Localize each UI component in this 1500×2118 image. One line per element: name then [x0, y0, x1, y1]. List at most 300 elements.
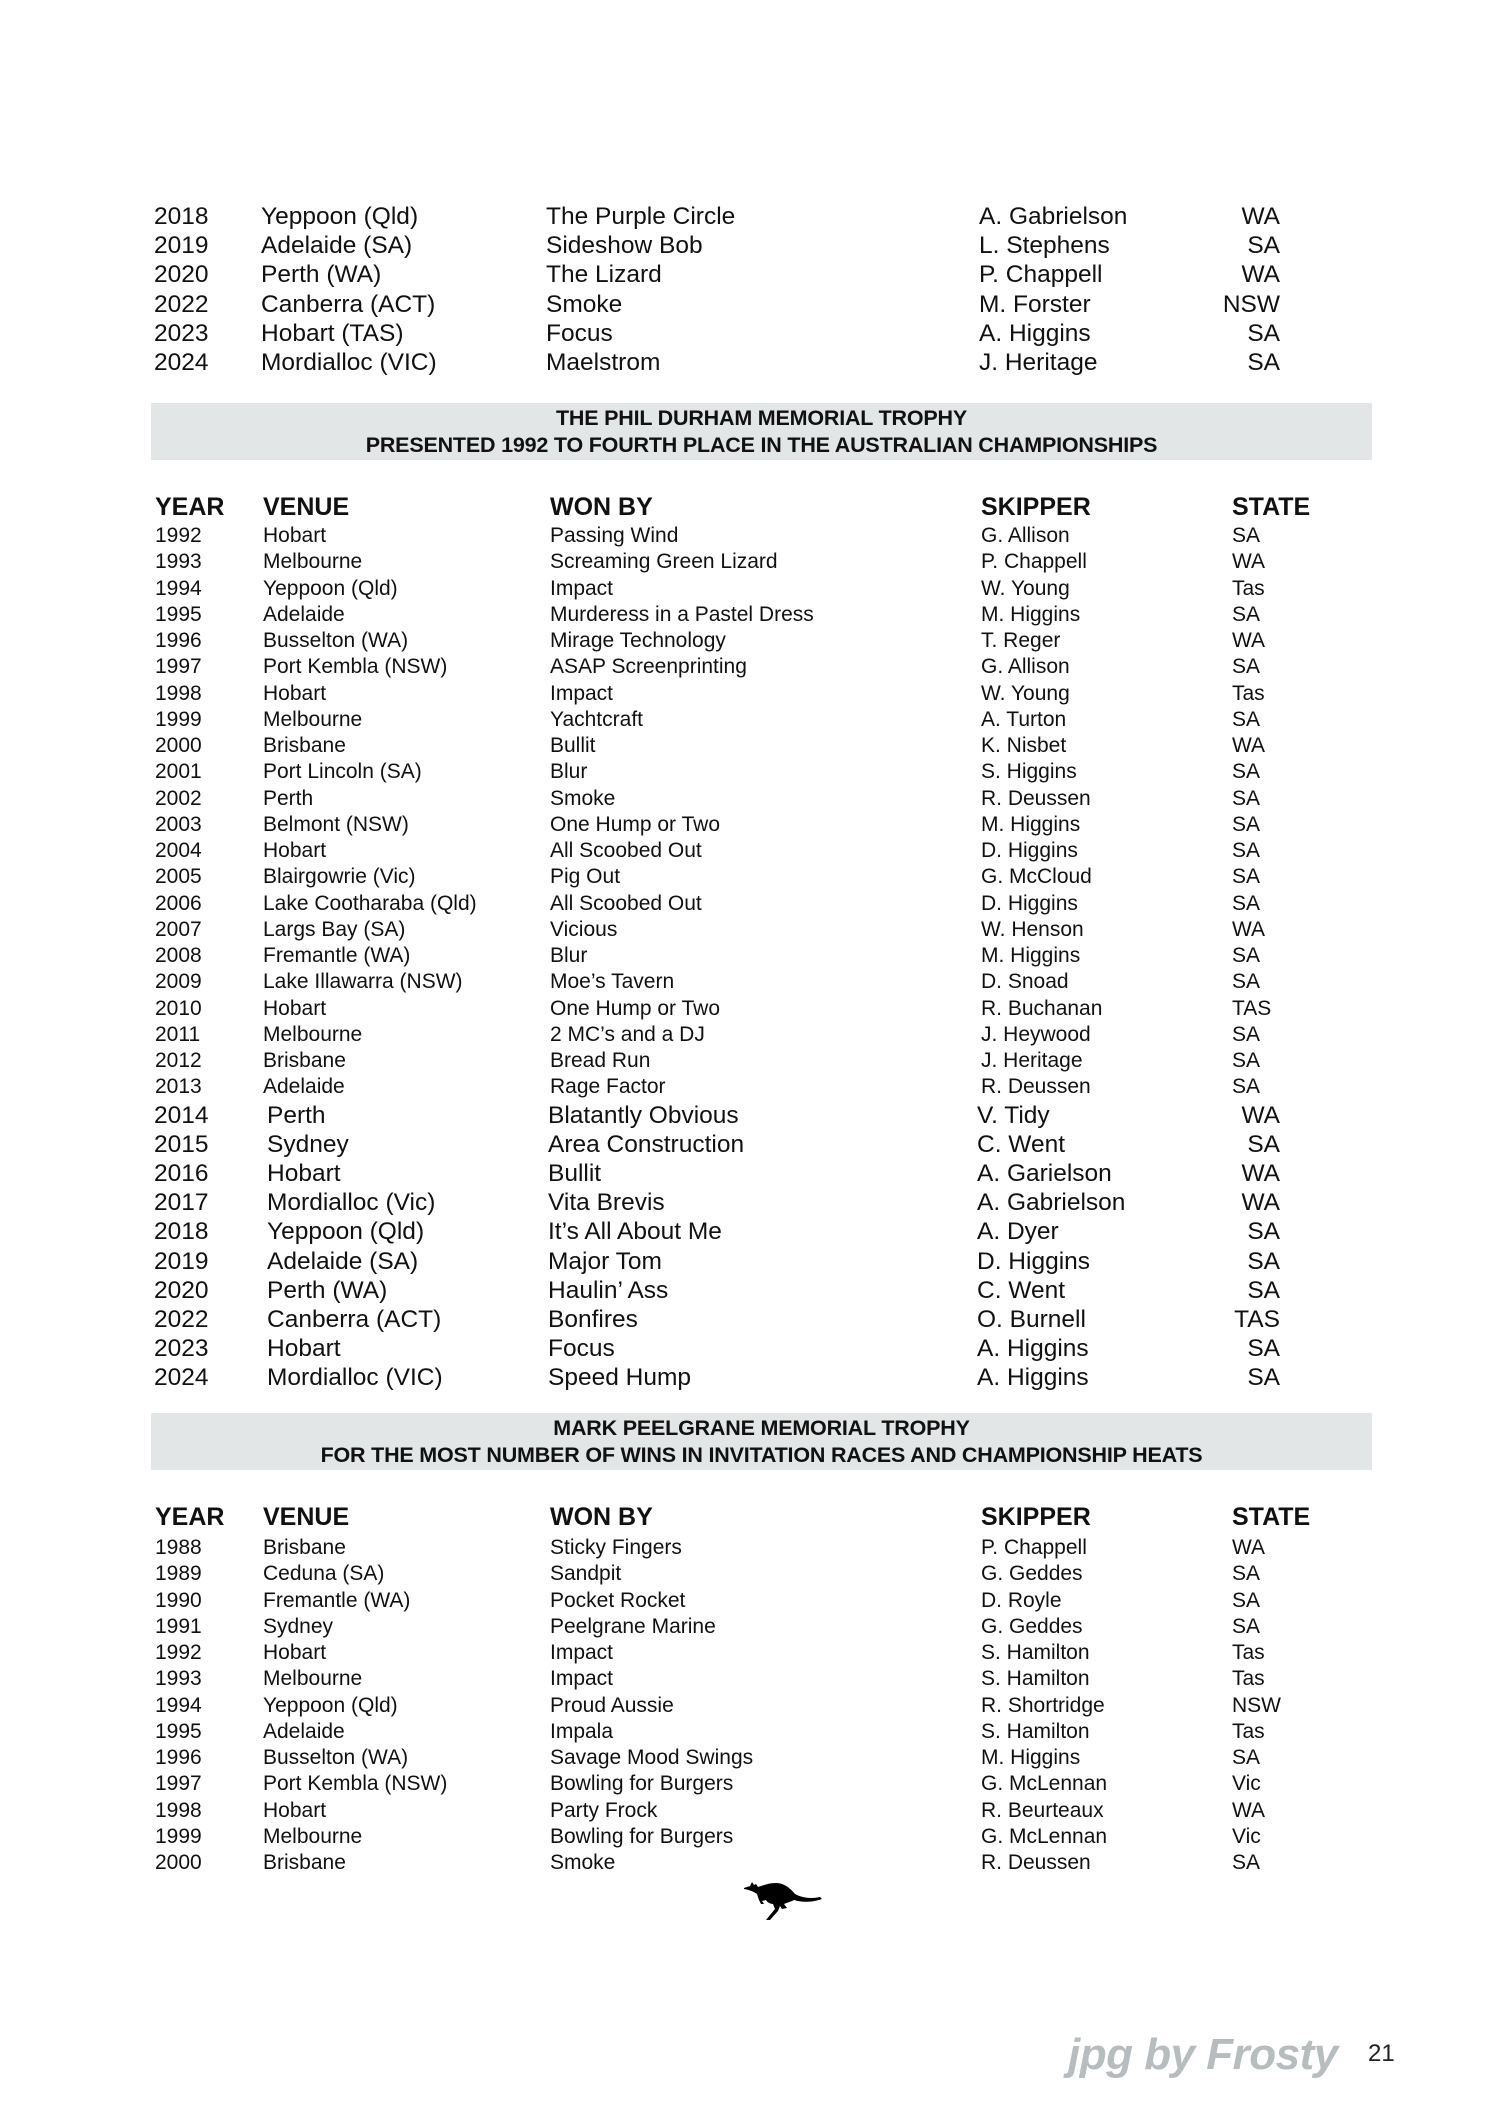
won-by-cell: Bowling for Burgers [550, 1772, 734, 1796]
state-cell: WA [1232, 734, 1266, 757]
won-by-cell: Impala [550, 1719, 614, 1743]
table-row [0, 1824, 1500, 1850]
skipper-cell: K. Nisbet [981, 734, 1067, 757]
venue-cell: Ceduna (SA) [263, 1562, 385, 1586]
won-by-cell: Sideshow Bob [546, 232, 703, 260]
state-cell: Tas [1232, 1641, 1265, 1664]
state-cell: SA [1247, 232, 1280, 260]
won-by-cell: Blatantly Obvious [548, 1102, 739, 1129]
skipper-cell: D. Royle [981, 1588, 1062, 1612]
skipper-cell: A. Higgins [979, 319, 1091, 347]
year-cell: 1994 [155, 1693, 202, 1717]
state-cell: SA [1247, 1363, 1280, 1391]
year-cell: 1991 [155, 1614, 202, 1638]
state-cell: SA [1232, 707, 1261, 731]
table-row [0, 1247, 1500, 1273]
state-cell: SA [1232, 602, 1261, 626]
skipper-cell: R. Deussen [981, 1851, 1091, 1874]
year-cell: 2009 [155, 970, 202, 994]
venue-cell: Hobart [263, 1641, 327, 1664]
venue-cell: Hobart [263, 524, 327, 547]
venue-cell: Hobart [267, 1160, 341, 1188]
skipper-cell: G. Allison [981, 524, 1070, 547]
table-row [0, 576, 1500, 602]
header-year: YEAR [155, 493, 225, 521]
year-cell: 2000 [155, 734, 202, 757]
year-cell: 2003 [155, 812, 202, 836]
skipper-cell: G. McLennan [981, 1772, 1108, 1796]
venue-cell: Port Kembla (NSW) [263, 1772, 448, 1796]
year-cell: 2007 [155, 917, 202, 941]
skipper-cell: D. Higgins [981, 839, 1078, 862]
year-cell: 1995 [155, 1719, 202, 1743]
table-row [0, 1535, 1500, 1561]
won-by-cell: One Hump or Two [550, 996, 721, 1020]
state-cell: SA [1247, 1276, 1280, 1304]
year-cell: 1992 [155, 524, 202, 547]
year-cell: 2006 [155, 891, 202, 915]
state-cell: Tas [1232, 1667, 1265, 1691]
mark-peelgrane-title: MARK PEELGRANE MEMORIAL TROPHY [553, 1416, 970, 1440]
skipper-cell: W. Young [981, 576, 1070, 600]
venue-cell: Port Lincoln (SA) [263, 760, 422, 784]
won-by-cell: Pocket Rocket [550, 1588, 686, 1612]
year-cell: 2024 [154, 349, 209, 376]
skipper-cell: J. Heritage [981, 1049, 1083, 1072]
won-by-cell: Impact [550, 576, 614, 600]
table-row [0, 1101, 1500, 1127]
won-by-cell: Impact [550, 1667, 614, 1691]
watermark-text: jpg by Frosty [1068, 2030, 1338, 2079]
skipper-cell: G. McCloud [981, 865, 1092, 889]
venue-cell: Busselton (WA) [263, 629, 409, 652]
table-row [0, 969, 1500, 995]
table-row [0, 1719, 1500, 1745]
state-cell: NSW [1232, 1693, 1281, 1717]
table-row [0, 1850, 1500, 1876]
state-cell: SA [1232, 839, 1261, 862]
state-cell: SA [1232, 1049, 1261, 1072]
won-by-cell: Peelgrane Marine [550, 1614, 716, 1638]
table-row [0, 1130, 1500, 1159]
table-row [0, 628, 1500, 654]
year-cell: 2022 [154, 290, 209, 318]
phil-durham-header-row [0, 492, 1500, 522]
table-row [0, 943, 1500, 969]
won-by-cell: Bullit [548, 1160, 602, 1188]
year-cell: 1997 [155, 1772, 202, 1796]
year-cell: 1988 [155, 1536, 202, 1559]
header-venue: VENUE [263, 1503, 350, 1531]
venue-cell: Melbourne [263, 550, 363, 574]
state-cell: WA [1232, 917, 1266, 941]
won-by-cell: Rage Factor [550, 1075, 666, 1099]
won-by-cell: Mirage Technology [550, 629, 726, 652]
table-row [0, 231, 1500, 260]
table-row [0, 891, 1500, 917]
header-skipper: SKIPPER [981, 1503, 1091, 1531]
skipper-cell: V. Tidy [977, 1102, 1050, 1129]
state-cell: SA [1232, 1746, 1261, 1769]
table-row [0, 290, 1500, 316]
won-by-cell: All Scoobed Out [550, 891, 702, 915]
state-cell: SA [1232, 1075, 1261, 1099]
won-by-cell: Focus [548, 1334, 615, 1362]
state-cell: Tas [1232, 576, 1265, 600]
year-cell: 2018 [154, 1218, 209, 1246]
won-by-cell: The Purple Circle [546, 203, 736, 230]
table-row [0, 1588, 1500, 1614]
state-cell: SA [1232, 760, 1261, 784]
mark-peelgrane-banner [151, 1413, 1372, 1470]
state-cell: WA [1232, 629, 1266, 652]
year-cell: 2020 [154, 1276, 209, 1304]
state-cell: WA [1241, 1189, 1280, 1217]
state-cell: NSW [1222, 290, 1280, 318]
table-row [0, 812, 1500, 838]
header-won-by: WON BY [550, 493, 653, 521]
won-by-cell: Bowling for Burgers [550, 1824, 734, 1848]
won-by-cell: Moe’s Tavern [550, 970, 675, 994]
skipper-cell: A. Higgins [977, 1334, 1089, 1362]
won-by-cell: Focus [546, 319, 613, 347]
skipper-cell: R. Shortridge [981, 1693, 1105, 1717]
state-cell: SA [1232, 524, 1261, 547]
table-row [0, 1640, 1500, 1666]
year-cell: 2014 [154, 1102, 209, 1129]
table-row [0, 1771, 1500, 1797]
year-cell: 2012 [155, 1049, 202, 1072]
table-row [0, 681, 1500, 707]
skipper-cell: P. Chappell [979, 261, 1103, 289]
state-cell: SA [1232, 812, 1261, 836]
won-by-cell: Speed Hump [548, 1363, 692, 1391]
skipper-cell: G. Allison [981, 655, 1070, 679]
state-cell: SA [1247, 1218, 1280, 1246]
skipper-cell: P. Chappell [981, 1536, 1087, 1559]
table-row [0, 549, 1500, 575]
table-row [0, 523, 1500, 549]
venue-cell: Canberra (ACT) [267, 1305, 442, 1333]
table-row [0, 917, 1500, 943]
venue-cell: Blairgowrie (Vic) [263, 865, 416, 889]
table-row [0, 1305, 1500, 1331]
skipper-cell: T. Reger [981, 629, 1061, 652]
skipper-cell: O. Burnell [977, 1305, 1086, 1333]
venue-cell: Hobart (TAS) [261, 319, 404, 347]
won-by-cell: Savage Mood Swings [550, 1746, 754, 1769]
year-cell: 2018 [154, 203, 209, 230]
venue-cell: Perth (WA) [261, 261, 382, 289]
skipper-cell: L. Stephens [979, 232, 1110, 260]
year-cell: 2015 [154, 1131, 209, 1159]
skipper-cell: S. Hamilton [981, 1667, 1090, 1691]
header-state: STATE [1232, 1503, 1311, 1531]
table-row [0, 1022, 1500, 1048]
state-cell: WA [1241, 1160, 1280, 1188]
venue-cell: Hobart [263, 839, 327, 862]
venue-cell: Mordialloc (VIC) [267, 1363, 443, 1391]
state-cell: TAS [1232, 996, 1272, 1020]
skipper-cell: R. Beurteaux [981, 1798, 1104, 1822]
state-cell: Vic [1232, 1824, 1261, 1848]
table-row [0, 654, 1500, 680]
phil-durham-title: THE PHIL DURHAM MEMORIAL TROPHY [555, 406, 968, 430]
won-by-cell: Bullit [550, 734, 596, 757]
venue-cell: Melbourne [263, 1022, 363, 1046]
year-cell: 2019 [154, 232, 209, 260]
skipper-cell: D. Higgins [981, 891, 1078, 915]
state-cell: WA [1241, 203, 1280, 230]
table-row [0, 733, 1500, 759]
state-cell: SA [1247, 349, 1280, 376]
venue-cell: Hobart [263, 996, 327, 1020]
table-row [0, 1334, 1500, 1360]
won-by-cell: Blur [550, 760, 588, 784]
won-by-cell: Vita Brevis [548, 1189, 665, 1217]
venue-cell: Lake Cootharaba (Qld) [263, 891, 477, 915]
venue-cell: Fremantle (WA) [263, 1588, 411, 1612]
year-cell: 2010 [155, 996, 202, 1020]
skipper-cell: P. Chappell [981, 550, 1087, 574]
venue-cell: Belmont (NSW) [263, 812, 409, 836]
skipper-cell: J. Heritage [979, 349, 1098, 376]
table-row [0, 759, 1500, 785]
venue-cell: Port Kembla (NSW) [263, 655, 448, 679]
won-by-cell: All Scoobed Out [550, 839, 702, 862]
won-by-cell: Impact [550, 1641, 614, 1664]
table-row [0, 1693, 1500, 1719]
venue-cell: Brisbane [263, 1851, 346, 1874]
state-cell: SA [1232, 786, 1261, 810]
won-by-cell: Murderess in a Pastel Dress [550, 602, 814, 626]
venue-cell: Canberra (ACT) [261, 290, 436, 318]
venue-cell: Largs Bay (SA) [263, 917, 406, 941]
skipper-cell: R. Deussen [981, 1075, 1091, 1099]
skipper-cell: M. Higgins [981, 602, 1081, 626]
won-by-cell: Bread Run [550, 1049, 651, 1072]
venue-cell: Adelaide [263, 1075, 345, 1099]
won-by-cell: Passing Wind [550, 524, 679, 547]
venue-cell: Perth (WA) [267, 1276, 388, 1304]
venue-cell: Mordialloc (Vic) [267, 1189, 436, 1217]
year-cell: 2024 [154, 1363, 209, 1391]
won-by-cell: The Lizard [546, 261, 662, 289]
year-cell: 2008 [155, 944, 202, 967]
table-row [0, 260, 1500, 289]
skipper-cell: G. McLennan [981, 1824, 1108, 1848]
venue-cell: Adelaide [263, 602, 345, 626]
won-by-cell: Sticky Fingers [550, 1536, 682, 1559]
year-cell: 2013 [155, 1075, 202, 1099]
state-cell: SA [1232, 891, 1261, 915]
venue-cell: Busselton (WA) [263, 1746, 409, 1769]
table-row [0, 786, 1500, 812]
venue-cell: Melbourne [263, 707, 363, 731]
year-cell: 2001 [155, 760, 202, 784]
state-cell: WA [1232, 1536, 1266, 1559]
venue-cell: Sydney [263, 1614, 334, 1638]
state-cell: SA [1232, 1588, 1261, 1612]
year-cell: 2011 [155, 1022, 201, 1046]
table-row [0, 1614, 1500, 1640]
header-year: YEAR [155, 1503, 225, 1531]
venue-cell: Yeppoon (Qld) [267, 1218, 425, 1246]
won-by-cell: Smoke [550, 1851, 616, 1874]
year-cell: 1990 [155, 1588, 202, 1612]
state-cell: TAS [1234, 1305, 1280, 1333]
state-cell: SA [1247, 1131, 1280, 1159]
header-venue: VENUE [263, 493, 350, 521]
venue-cell: Adelaide [263, 1719, 345, 1743]
header-skipper: SKIPPER [981, 493, 1091, 521]
year-cell: 1995 [155, 602, 202, 626]
year-cell: 1998 [155, 1798, 202, 1822]
won-by-cell: Smoke [550, 786, 616, 810]
year-cell: 2023 [154, 319, 209, 347]
skipper-cell: W. Young [981, 681, 1070, 705]
venue-cell: Hobart [263, 681, 327, 705]
phil-durham-banner [151, 403, 1372, 460]
state-cell: SA [1232, 1851, 1261, 1874]
won-by-cell: Smoke [546, 290, 623, 318]
state-cell: WA [1241, 1102, 1280, 1129]
table-row [0, 1188, 1500, 1217]
table-row [0, 319, 1500, 345]
won-by-cell: Blur [550, 944, 588, 967]
won-by-cell: Area Construction [548, 1131, 745, 1159]
table-row [0, 864, 1500, 890]
skipper-cell: M. Higgins [981, 944, 1081, 967]
venue-cell: Brisbane [263, 734, 346, 757]
skipper-cell: M. Higgins [981, 812, 1081, 836]
skipper-cell: S. Higgins [981, 760, 1077, 784]
won-by-cell: Major Tom [548, 1247, 662, 1275]
venue-cell: Mordialloc (VIC) [261, 349, 437, 376]
year-cell: 2022 [154, 1305, 209, 1333]
won-by-cell: Yachtcraft [550, 707, 643, 731]
table-row [0, 602, 1500, 628]
venue-cell: Perth [263, 786, 314, 810]
won-by-cell: Pig Out [550, 865, 621, 889]
state-cell: SA [1232, 1562, 1261, 1586]
state-cell: SA [1247, 1334, 1280, 1362]
venue-cell: Fremantle (WA) [263, 944, 411, 967]
skipper-cell: A. Gabrielson [979, 203, 1128, 230]
won-by-cell: Haulin’ Ass [548, 1276, 669, 1304]
year-cell: 1996 [155, 629, 202, 652]
venue-cell: Adelaide (SA) [261, 232, 413, 260]
year-cell: 1993 [155, 550, 202, 574]
mark-peelgrane-header-row [0, 1502, 1500, 1532]
year-cell: 1996 [155, 1746, 202, 1769]
year-cell: 1993 [155, 1667, 202, 1691]
table-row [0, 1276, 1500, 1302]
won-by-cell: Screaming Green Lizard [550, 550, 778, 574]
year-cell: 2000 [155, 1851, 202, 1874]
state-cell: SA [1232, 970, 1261, 994]
venue-cell: Hobart [267, 1334, 341, 1362]
won-by-cell: It’s All About Me [548, 1218, 722, 1246]
state-cell: SA [1247, 1247, 1280, 1275]
page-number: 21 [1368, 2040, 1395, 2067]
year-cell: 2016 [154, 1160, 209, 1188]
venue-cell: Yeppoon (Qld) [263, 576, 398, 600]
table-row [0, 1048, 1500, 1074]
won-by-cell: Bonfires [548, 1305, 638, 1333]
won-by-cell: Vicious [550, 917, 618, 941]
venue-cell: Adelaide (SA) [267, 1247, 419, 1275]
state-cell: SA [1232, 1614, 1261, 1638]
header-state: STATE [1232, 493, 1311, 521]
venue-cell: Perth [267, 1102, 326, 1129]
header-won-by: WON BY [550, 1503, 653, 1531]
won-by-cell: One Hump or Two [550, 812, 721, 836]
state-cell: SA [1232, 865, 1261, 889]
year-cell: 1999 [155, 1824, 202, 1848]
table-row [0, 1745, 1500, 1771]
table-row [0, 1159, 1500, 1188]
skipper-cell: R. Buchanan [981, 996, 1103, 1020]
state-cell: SA [1247, 319, 1280, 347]
year-cell: 2005 [155, 865, 202, 889]
table-row [0, 1561, 1500, 1587]
venue-cell: Lake Illawarra (NSW) [263, 970, 463, 994]
skipper-cell: A. Higgins [977, 1363, 1089, 1391]
year-cell: 1999 [155, 707, 202, 731]
state-cell: SA [1232, 655, 1261, 679]
mark-peelgrane-subtitle: FOR THE MOST NUMBER OF WINS IN INVITATION RACES AND CHAMPIONSHIP HEATS [320, 1443, 1203, 1467]
skipper-cell: M. Forster [979, 290, 1091, 318]
table-row [0, 996, 1500, 1022]
venue-cell: Melbourne [263, 1824, 363, 1848]
year-cell: 1997 [155, 655, 202, 679]
skipper-cell: S. Hamilton [981, 1719, 1090, 1743]
venue-cell: Hobart [263, 1798, 327, 1822]
won-by-cell: Impact [550, 681, 614, 705]
skipper-cell: C. Went [977, 1131, 1066, 1159]
venue-cell: Melbourne [263, 1667, 363, 1691]
skipper-cell: A. Turton [981, 707, 1067, 731]
table-row [0, 1798, 1500, 1824]
year-cell: 1992 [155, 1641, 202, 1664]
year-cell: 2017 [154, 1189, 209, 1217]
year-cell: 1989 [155, 1562, 202, 1586]
venue-cell: Sydney [267, 1131, 349, 1159]
table-row [0, 1363, 1500, 1389]
skipper-cell: D. Higgins [977, 1247, 1091, 1275]
table-row [0, 707, 1500, 733]
state-cell: SA [1232, 944, 1261, 967]
year-cell: 1998 [155, 681, 202, 705]
won-by-cell: Party Frock [550, 1798, 658, 1822]
state-cell: Tas [1232, 681, 1265, 705]
skipper-cell: A. Gabrielson [977, 1189, 1126, 1217]
skipper-cell: A. Dyer [977, 1218, 1059, 1246]
skipper-cell: S. Hamilton [981, 1641, 1090, 1664]
won-by-cell: ASAP Screenprinting [550, 655, 747, 679]
won-by-cell: 2 MC’s and a DJ [550, 1022, 705, 1046]
year-cell: 2019 [154, 1247, 209, 1275]
skipper-cell: D. Snoad [981, 970, 1069, 994]
skipper-cell: M. Higgins [981, 1746, 1081, 1769]
table-row [0, 838, 1500, 864]
table-row [0, 348, 1500, 374]
table-row [0, 1666, 1500, 1692]
year-cell: 2020 [154, 261, 209, 289]
phil-durham-subtitle: PRESENTED 1992 TO FOURTH PLACE IN THE AUSTRALIAN CHAMPIONSHIPS [365, 433, 1158, 457]
won-by-cell: Sandpit [550, 1562, 622, 1586]
